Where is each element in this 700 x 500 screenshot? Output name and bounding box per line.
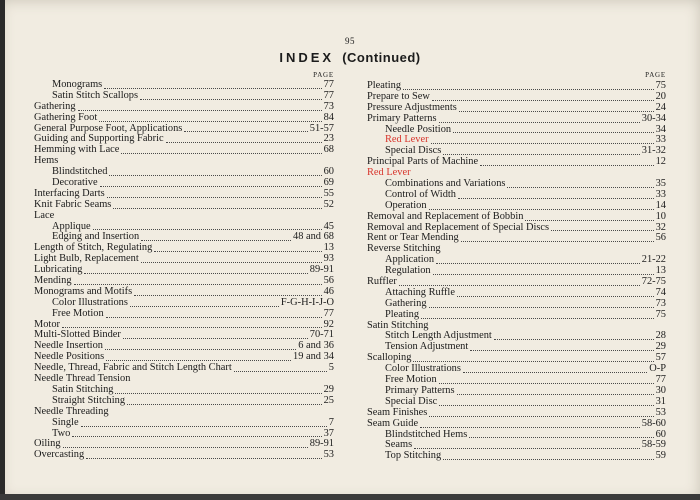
dot-leader — [134, 295, 321, 296]
dot-leader — [154, 251, 321, 252]
dot-leader — [433, 274, 654, 275]
entry-text: Needle, Thread, Fabric and Stitch Length Chart — [34, 362, 232, 374]
entry-text: General Purpose Foot, Applications — [34, 122, 183, 134]
right-index-column — [367, 70, 666, 462]
dot-leader — [104, 88, 321, 89]
index-entry — [34, 418, 334, 429]
dot-leader — [140, 99, 322, 100]
index-entry — [367, 419, 666, 430]
right-entry-list — [367, 81, 666, 462]
dot-leader — [403, 89, 654, 90]
entry-text: Free Motion — [385, 374, 437, 386]
left-entry-list — [34, 80, 334, 461]
entry-text: Special Disc — [385, 395, 438, 407]
index-entry — [34, 265, 334, 276]
entry-text: Primary Patterns — [385, 384, 455, 396]
entry-page: 13 — [323, 242, 334, 254]
entry-text: Special Discs — [385, 145, 442, 157]
entry-text: Applique — [52, 220, 91, 232]
dot-leader — [141, 240, 291, 241]
entry-text: Application — [385, 254, 435, 266]
index-entry — [367, 157, 666, 168]
dot-leader — [469, 437, 653, 438]
entry-page: 69 — [323, 177, 334, 189]
entry-text: Mending — [34, 275, 72, 287]
dot-leader — [429, 209, 654, 210]
entry-text: Straight Stitching — [52, 394, 126, 406]
dot-leader — [551, 230, 654, 231]
entry-text: Two — [52, 427, 71, 439]
entry-page: 29 — [323, 383, 334, 395]
dot-leader — [429, 416, 653, 417]
dot-leader — [463, 372, 647, 373]
entry-text: Reverse Stitching — [367, 243, 441, 255]
entry-page: 77 — [323, 307, 334, 319]
entry-text: Primary Patterns — [367, 112, 437, 124]
index-entry — [34, 200, 334, 211]
entry-text: Guiding and Supporting Fabric — [34, 133, 164, 145]
entry-text: Oiling — [34, 438, 61, 450]
dot-leader — [439, 122, 640, 123]
entry-page: O-P — [649, 363, 666, 375]
dot-leader — [166, 142, 322, 143]
entry-page: F-G-H-I-J-O — [280, 296, 334, 308]
entry-text: Hemming with Lace — [34, 144, 120, 156]
entry-page: 77 — [655, 374, 666, 386]
entry-text: Interfacing Darts — [34, 187, 105, 199]
dot-leader — [105, 349, 296, 350]
entry-text: Satin Stitch Scallops — [52, 89, 139, 101]
dot-leader — [436, 263, 640, 264]
entry-text: Control of Width — [385, 188, 456, 200]
entry-text: Regulation — [385, 265, 431, 277]
entry-text: Monograms and Motifs — [34, 285, 133, 297]
dot-leader — [62, 327, 322, 328]
dot-leader — [93, 229, 322, 230]
entry-text: Lace — [34, 209, 55, 221]
dot-leader — [453, 132, 654, 133]
index-entry — [367, 451, 666, 462]
index-entry — [367, 266, 666, 277]
entry-text: Monograms — [52, 79, 103, 90]
index-entry — [34, 309, 334, 320]
entry-text: Light Bulb, Replacement — [34, 253, 139, 265]
entry-text: Satin Stitching — [52, 383, 114, 395]
dot-leader — [63, 447, 308, 448]
entry-text: Red Lever — [385, 134, 429, 146]
entry-text: Seam Finishes — [367, 406, 428, 418]
entry-text: Rent or Tear Mending — [367, 232, 459, 244]
entry-page: 52 — [323, 198, 334, 210]
entry-text: Blindstitched — [52, 166, 108, 178]
entry-text: Principal Parts of Machine — [367, 156, 479, 168]
entry-text: Hems — [34, 155, 59, 167]
entry-page: 28 — [655, 330, 666, 342]
entry-page: 73 — [323, 100, 334, 112]
entry-page: 35 — [655, 178, 666, 190]
entry-page: 75 — [655, 80, 666, 91]
dot-leader — [141, 262, 322, 263]
entry-text: Gathering Foot — [34, 111, 98, 123]
bottom-edge — [0, 494, 700, 500]
index-entry — [34, 429, 334, 440]
index-entry — [367, 114, 666, 125]
entry-page: 7 — [328, 416, 334, 428]
entry-page: 51-57 — [309, 122, 334, 134]
entry-page: 46 — [323, 285, 334, 297]
entry-text: Prepare to Sew — [367, 90, 430, 102]
entry-page: 56 — [323, 275, 334, 287]
entry-page: 89-91 — [309, 438, 334, 450]
dot-leader — [457, 296, 654, 297]
entry-page: 60 — [323, 166, 334, 178]
entry-page: 92 — [323, 318, 334, 330]
dot-leader — [130, 306, 279, 307]
entry-text: Motor — [34, 318, 60, 330]
index-entry — [34, 145, 334, 156]
dot-leader — [184, 131, 307, 132]
entry-page: 77 — [323, 79, 334, 90]
entry-text: Seam Guide — [367, 417, 419, 429]
entry-page: 73 — [655, 297, 666, 309]
left-index-column — [34, 70, 334, 461]
index-entry — [34, 407, 334, 418]
entry-text: Tension Adjustment — [385, 341, 469, 353]
dot-leader — [443, 154, 639, 155]
entry-text: Blindstitched Hems — [385, 428, 468, 440]
index-entry — [34, 91, 334, 102]
dot-leader — [121, 153, 321, 154]
entry-page: 57 — [655, 352, 666, 364]
entry-page: 24 — [655, 101, 666, 113]
entry-page: 70-71 — [309, 329, 334, 341]
dot-leader — [106, 317, 322, 318]
entry-page: 32 — [655, 221, 666, 233]
entry-text: Overcasting — [34, 449, 85, 461]
index-entry — [34, 211, 334, 222]
entry-text: Free Motion — [52, 307, 104, 319]
entry-page: 31 — [655, 395, 666, 407]
dot-leader — [234, 371, 327, 372]
entry-text: Needle Thread Tension — [34, 373, 131, 385]
entry-page: 55 — [323, 187, 334, 199]
dot-leader — [100, 186, 322, 187]
entry-text: Stitch Length Adjustment — [385, 330, 492, 342]
entry-text: Color Illustrations — [52, 296, 128, 308]
entry-page: 60 — [655, 428, 666, 440]
entry-text: Decorative — [52, 177, 98, 189]
entry-text: Length of Stitch, Regulating — [34, 242, 153, 254]
dot-leader — [431, 143, 654, 144]
entry-page: 37 — [323, 427, 334, 439]
entry-text: Pleating — [367, 80, 402, 91]
entry-page: 23 — [323, 133, 334, 145]
entry-page: 45 — [323, 220, 334, 232]
page-title — [0, 50, 700, 65]
dot-leader — [86, 458, 321, 459]
entry-page: 5 — [328, 362, 334, 374]
dot-leader — [81, 426, 327, 427]
index-entry — [367, 342, 666, 353]
entry-page: 14 — [655, 199, 666, 211]
dot-leader — [78, 110, 322, 111]
page-column-label: PAGE — [313, 71, 334, 79]
dot-leader — [72, 436, 321, 437]
entry-text: Removal and Replacement of Bobbin — [367, 210, 524, 222]
entry-page: 31-32 — [641, 145, 666, 157]
dot-leader — [461, 241, 654, 242]
dot-leader — [507, 187, 653, 188]
dot-leader — [413, 361, 653, 362]
entry-page: 72-75 — [641, 276, 666, 288]
dot-leader — [459, 111, 654, 112]
page-column-label: PAGE — [645, 71, 666, 79]
entry-page: 89-91 — [309, 264, 334, 276]
entry-page: 77 — [323, 89, 334, 101]
dot-leader — [109, 175, 321, 176]
entry-text: Color Illustrations — [385, 363, 461, 375]
entry-page: 34 — [655, 123, 666, 135]
entry-page: 21-22 — [641, 254, 666, 266]
entry-page: 30-34 — [641, 112, 666, 124]
dot-leader — [470, 350, 653, 351]
dot-leader — [420, 427, 640, 428]
entry-page: 84 — [323, 111, 334, 123]
entry-page: 33 — [655, 134, 666, 146]
index-entry — [367, 408, 666, 419]
entry-page: 33 — [655, 188, 666, 200]
entry-page: 6 and 36 — [298, 340, 334, 352]
dot-leader — [115, 393, 321, 394]
title-main: INDEX — [279, 50, 335, 65]
index-entry — [34, 450, 334, 461]
entry-text: Single — [52, 416, 79, 428]
dot-leader — [84, 273, 307, 274]
entry-page: 20 — [655, 90, 666, 102]
dot-leader — [439, 383, 654, 384]
entry-page: 74 — [655, 286, 666, 298]
dot-leader — [106, 360, 291, 361]
entry-text: Lubricating — [34, 264, 83, 276]
dot-leader — [457, 394, 654, 395]
index-entry — [367, 310, 666, 321]
entry-page: 75 — [655, 308, 666, 320]
title-sub: (Continued) — [342, 50, 421, 65]
entry-text: Scalloping — [367, 352, 412, 364]
dot-leader — [99, 121, 321, 122]
entry-text: Edging and Insertion — [52, 231, 140, 243]
dot-leader — [123, 338, 308, 339]
dot-leader — [432, 100, 654, 101]
entry-text: Needle Threading — [34, 405, 109, 417]
entry-page: 59 — [655, 450, 666, 462]
dot-leader — [127, 404, 322, 405]
entry-text: Multi-Slotted Binder — [34, 329, 121, 341]
entry-page: 53 — [323, 449, 334, 461]
entry-text: Gathering — [34, 100, 76, 112]
entry-page: 56 — [655, 232, 666, 244]
entry-text: Pressure Adjustments — [367, 101, 457, 113]
entry-page: 68 — [323, 144, 334, 156]
entry-page: 29 — [655, 341, 666, 353]
dot-leader — [458, 198, 654, 199]
entry-text: Gathering — [385, 297, 427, 309]
dot-leader — [421, 318, 654, 319]
page-number: 95 — [345, 36, 355, 46]
dot-leader — [74, 284, 322, 285]
entry-page: 58-60 — [641, 417, 666, 429]
entry-page: 93 — [323, 253, 334, 265]
entry-page: 25 — [323, 394, 334, 406]
entry-page: 58-59 — [641, 439, 666, 451]
entry-text: Pleating — [385, 308, 420, 320]
index-entry — [34, 113, 334, 124]
entry-text: Combinations and Variations — [385, 178, 506, 190]
dot-leader — [494, 339, 654, 340]
dot-leader — [399, 285, 640, 286]
entry-text: Operation — [385, 199, 427, 211]
entry-text: Seams — [385, 439, 413, 451]
entry-text: Knit Fabric Seams — [34, 198, 112, 210]
dot-leader — [414, 448, 640, 449]
dot-leader — [429, 307, 654, 308]
index-entry — [367, 212, 666, 223]
entry-text: Satin Stitching — [367, 319, 429, 331]
entry-text: Needle Position — [385, 123, 452, 135]
dot-leader — [480, 165, 654, 166]
dot-leader — [525, 220, 653, 221]
entry-text: Ruffler — [367, 276, 397, 288]
entry-text: Needle Insertion — [34, 340, 103, 352]
entry-text: Needle Positions — [34, 351, 105, 363]
dot-leader — [107, 197, 322, 198]
entry-page: 53 — [655, 406, 666, 418]
entry-text: Attaching Ruffle — [385, 286, 455, 298]
entry-text: Removal and Replacement of Special Discs — [367, 221, 550, 233]
entry-text: Top Stitching — [385, 450, 442, 462]
entry-text: Red Lever — [367, 167, 411, 179]
binding-edge — [0, 0, 5, 500]
dot-leader — [113, 208, 321, 209]
entry-page: 48 and 68 — [293, 231, 334, 243]
dot-leader — [443, 459, 653, 460]
entry-page: 12 — [655, 156, 666, 168]
entry-page: 30 — [655, 384, 666, 396]
entry-page: 19 and 34 — [293, 351, 334, 363]
entry-page: 10 — [655, 210, 666, 222]
dot-leader — [439, 405, 653, 406]
entry-page: 13 — [655, 265, 666, 277]
